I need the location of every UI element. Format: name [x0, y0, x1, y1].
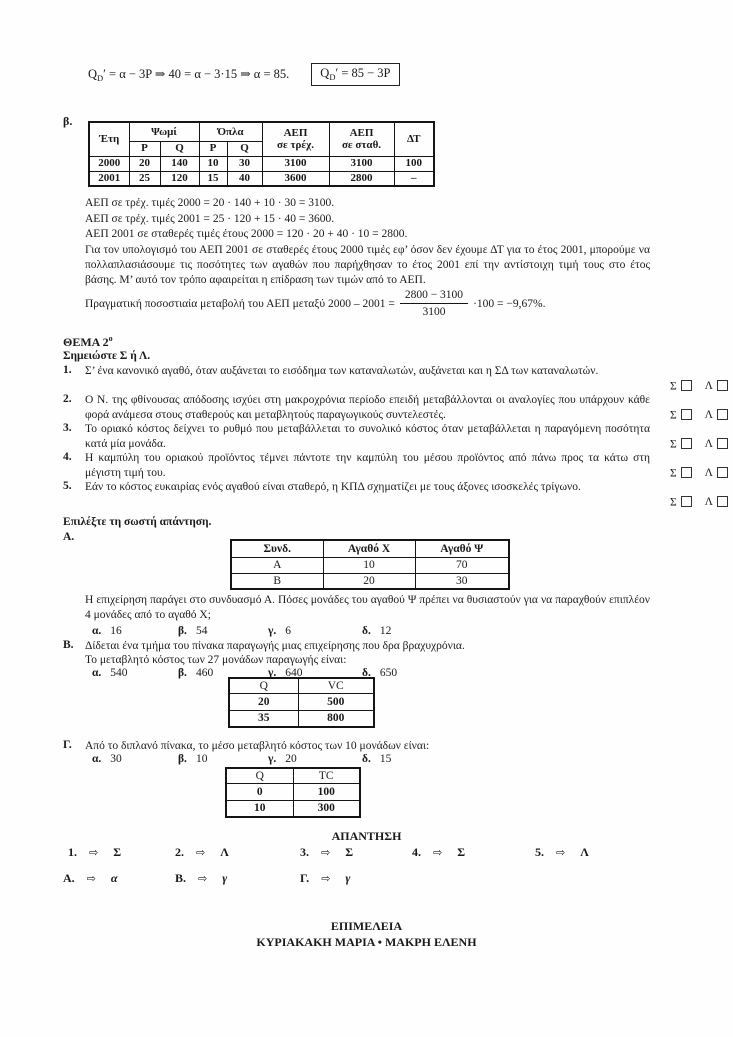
real-change-prefix: Πραγματική ποσοστιαία μεταβολή του ΑΕΠ μεταξύ 2000 – 2001 =: [85, 297, 395, 310]
part-b-line1: Δίδεται ένα τμήμα του πίνακα παραγωγής μιας επιχείρησης που δρα βραχυχρόνια.: [85, 640, 465, 652]
combination-table: [230, 539, 510, 590]
sigma-label: Σ: [669, 409, 677, 421]
table-cell: 3100: [262, 156, 329, 171]
sigma-label: Σ: [669, 467, 677, 479]
table-row: [229, 693, 374, 710]
lambda-checkbox: [717, 409, 728, 420]
answer-item: [175, 845, 229, 860]
option-value: 6: [285, 625, 292, 637]
formula-rest: ′ = 85 − 3P: [335, 66, 391, 80]
gdp-calculations: [85, 196, 407, 243]
sigma-lambda-group: [670, 496, 728, 509]
option-value: 650: [379, 667, 398, 679]
table-row: [89, 156, 434, 171]
table-cell: 20: [323, 573, 415, 589]
answer-item: [300, 871, 350, 886]
option-value: 640: [285, 667, 303, 679]
table-cell: 20: [229, 693, 298, 710]
sigma-lambda-group: [670, 467, 728, 480]
answer-value: Σ: [345, 845, 354, 859]
table-cell: 140: [160, 156, 199, 171]
table-cell: 500: [298, 693, 374, 710]
right-arrow-icon: ⇨: [321, 846, 331, 859]
table-row: [226, 783, 360, 800]
vc-table: [228, 677, 375, 728]
formula-rest: ′ = α − 3P ⇒ 40 = α − 3·15 ⇒ α = 85.: [103, 67, 290, 81]
answer-number: 3.: [300, 845, 309, 859]
table-cell: 800: [298, 710, 374, 727]
answer-number: Β.: [175, 871, 187, 885]
answer-number: 1.: [68, 845, 77, 859]
answer-item: [68, 845, 121, 860]
right-arrow-icon: ⇨: [556, 846, 566, 859]
sigma-label: Σ: [669, 496, 677, 508]
table-cell: Α: [231, 557, 323, 573]
item-number: 2.: [63, 393, 72, 405]
table-header-cell: ΔΤ: [394, 122, 434, 156]
part-b-label: Β.: [63, 639, 74, 651]
table-cell: 40: [227, 171, 262, 186]
table-header-cell: [329, 122, 394, 156]
lambda-label: Λ: [704, 380, 713, 392]
option-value: 15: [379, 753, 392, 765]
option-value: 20: [285, 753, 297, 765]
option-value: 12: [379, 625, 392, 637]
option-value: 540: [110, 667, 128, 679]
header-line: σε τρέχ.: [277, 139, 314, 152]
demand-formula-row: [88, 63, 400, 86]
sigma-checkbox: [681, 467, 692, 478]
table-row: [229, 678, 374, 693]
part-c-options: [63, 753, 683, 768]
table-cell: 70: [415, 557, 509, 573]
option-label: α.: [92, 667, 102, 679]
table-header-cell: Q: [229, 678, 298, 693]
table-header-cell: TC: [293, 768, 360, 783]
table-header-cell: Αγαθό Ψ: [415, 540, 509, 557]
answer-item: [175, 871, 227, 886]
lambda-checkbox: [717, 380, 728, 391]
lambda-label: Λ: [704, 409, 713, 421]
table-cell: 0: [226, 783, 293, 800]
option-b: [178, 667, 213, 679]
gdp-explanation-paragraph: Για τον υπολογισμό του ΑΕΠ 2001 σε σταθερές έτους 2000 τιμές εφ’ όσον δεν έχουμε ΔΤ για το έτος 2001, μπορούμε να πολλαπλασιάσουμε τις ποσότητες των αγαθών που παρήχθησαν το έτος 2001 επί την αντίστοιχη τιμή τους στο έτος βάσης. Μ’ αυτό τον τρόπο αφαιρείται η επίδραση των τιμών από το ΑΕΠ.: [85, 244, 650, 286]
table-cell: 30: [227, 156, 262, 171]
answer-number: 5.: [535, 845, 544, 859]
table-header-cell: Q: [226, 768, 293, 783]
tf-item-4: [63, 451, 728, 480]
header-line: ΑΕΠ: [283, 126, 308, 139]
answer-value: Σ: [113, 845, 122, 859]
table-header-cell: Q: [227, 141, 262, 156]
table-row: [231, 557, 509, 573]
table-cell: 10: [226, 800, 293, 817]
option-label: β.: [178, 625, 187, 637]
right-arrow-icon: ⇨: [86, 872, 96, 885]
formula-base: Q: [320, 66, 330, 80]
table-cell: 25: [129, 171, 160, 186]
sigma-label: Σ: [669, 380, 677, 392]
option-b: [178, 625, 207, 637]
tf-item-5: [63, 480, 728, 509]
right-arrow-icon: ⇨: [198, 872, 208, 885]
sigma-checkbox: [681, 380, 692, 391]
table-cell: 2001: [89, 171, 129, 186]
table-cell: 2800: [329, 171, 394, 186]
tf-item-3: [63, 422, 728, 451]
table-header-cell: VC: [298, 678, 374, 693]
part-c-label: Γ.: [63, 739, 72, 751]
theme2-title: [63, 334, 113, 350]
right-arrow-icon: ⇨: [433, 846, 443, 859]
real-change-suffix: ·100 = −9,67%.: [473, 297, 546, 310]
header-line: ΑΕΠ: [349, 126, 374, 139]
table-cell: 30: [415, 573, 509, 589]
option-d: [362, 625, 391, 637]
table-header-cell: P: [199, 141, 227, 156]
option-label: δ.: [362, 667, 371, 679]
option-a: [92, 753, 122, 765]
sigma-lambda-group: [670, 409, 728, 422]
table-cell: –: [394, 171, 434, 186]
table-row: [226, 768, 360, 783]
answer-number: 4.: [412, 845, 421, 859]
item-text: Ο Ν. της φθίνουσας απόδοσης ισχύει στη μακροχρόνια περίοδο επειδή μεταβάλλονται οι αναλογίες που υπάρχουν κάθε φορά ανάμεσα στους σταθερούς και μεταβλητούς παραγωγικούς συντελεστές.: [85, 394, 650, 421]
option-a: [92, 667, 128, 679]
lambda-label: Λ: [704, 496, 713, 508]
item-number: 4.: [63, 451, 72, 463]
calc-line: ΑΕΠ σε τρέχ. τιμές 2001 = 25 · 120 + 15 · 40 = 3600.: [85, 212, 335, 225]
tf-item-1: [63, 364, 728, 393]
theme2-title-text: ΘΕΜΑ 2: [63, 335, 109, 349]
table-cell: 10: [199, 156, 227, 171]
table-header-cell: Συνδ.: [231, 540, 323, 557]
table-header-cell: Ψωμί: [129, 122, 199, 141]
section-b-label: β.: [63, 114, 73, 128]
answer-number: Α.: [63, 871, 75, 885]
table-row: [229, 710, 374, 727]
answer-item: [535, 845, 589, 860]
table-header-cell: Αγαθό Χ: [323, 540, 415, 557]
fraction-numerator: 2800 − 3100: [400, 288, 468, 304]
table-header-cell: Έτη: [89, 122, 129, 156]
part-a-options: [63, 625, 683, 640]
real-change-line: [85, 288, 545, 319]
option-label: β.: [178, 753, 187, 765]
option-value: 16: [110, 625, 122, 637]
answer-row-1: [0, 845, 733, 861]
answer-row-2: [0, 871, 733, 887]
item-text: Εάν το κόστος ευκαιρίας ενός αγαθού είναι σταθερό, η ΚΠΔ σχηματίζει με τους άξονες ισοσκελές τρίγωνο.: [85, 481, 581, 493]
table-row: [226, 800, 360, 817]
lambda-checkbox: [717, 467, 728, 478]
table-header-cell: Όπλα: [199, 122, 262, 141]
answer-value: γ: [345, 871, 351, 885]
table-cell: 120: [160, 171, 199, 186]
answer-item: [63, 871, 118, 886]
calc-line: ΑΕΠ σε τρέχ. τιμές 2000 = 20 · 140 + 10 · 30 = 3100.: [85, 197, 335, 209]
table-cell: 300: [293, 800, 360, 817]
formula-subscript: D: [97, 73, 104, 83]
option-label: δ.: [362, 753, 371, 765]
tf-item-2: [63, 393, 728, 422]
table-header-cell: P: [129, 141, 160, 156]
theme2-title-superscript: ο: [108, 334, 113, 343]
right-arrow-icon: ⇨: [321, 872, 331, 885]
table-cell: 35: [229, 710, 298, 727]
option-value: 460: [195, 667, 214, 679]
sigma-label: Σ: [669, 438, 677, 450]
option-d: [362, 753, 391, 765]
right-arrow-icon: ⇨: [89, 846, 99, 859]
credits-title: ΕΠΙΜΕΛΕΙΑ: [330, 919, 403, 933]
theme2-subtitle: Σημειώστε Σ ή Λ.: [63, 350, 151, 362]
tc-table: [225, 767, 361, 818]
item-number: 1.: [63, 364, 72, 376]
table-row: [231, 540, 509, 557]
option-c: [268, 625, 291, 637]
gdp-table: [88, 121, 435, 187]
answer-value: Σ: [457, 845, 466, 859]
part-b-line2: Το μεταβλητό κόστος των 27 μονάδων παραγωγής είναι:: [85, 654, 347, 666]
table-cell: 20: [129, 156, 160, 171]
choose-title: Επιλέξτε τη σωστή απάντηση.: [63, 516, 212, 528]
option-c: [268, 753, 297, 765]
option-a: [92, 625, 122, 637]
sigma-lambda-group: [670, 438, 728, 451]
answer-value: Λ: [580, 845, 589, 859]
option-label: β.: [178, 667, 187, 679]
lambda-label: Λ: [704, 467, 713, 479]
item-number: 3.: [63, 422, 72, 434]
answer-value: γ: [222, 871, 228, 885]
answer-number: 2.: [175, 845, 184, 859]
credits-names: ΚΥΡΙΑΚΑΚΗ ΜΑΡΙΑ • ΜΑΚΡΗ ΕΛΕΝΗ: [256, 935, 477, 949]
answer-item: [300, 845, 353, 860]
lambda-checkbox: [717, 496, 728, 507]
header-line: σε σταθ.: [341, 139, 382, 152]
option-label: δ.: [362, 625, 371, 637]
fraction: [400, 288, 468, 319]
table-cell: 100: [293, 783, 360, 800]
demand-derivation-formula: [88, 66, 289, 83]
option-value: 54: [195, 625, 208, 637]
option-b: [178, 753, 207, 765]
table-cell: 3100: [329, 156, 394, 171]
option-value: 10: [195, 753, 208, 765]
answer-item: [412, 845, 465, 860]
lambda-label: Λ: [704, 438, 713, 450]
item-text: Το οριακό κόστος δείχνει το ρυθμό που μεταβάλλεται το συνολικό κόστος όταν μεταβάλλεται η παραγόμενη ποσότητα κατά μία μονάδα.: [85, 423, 650, 450]
table-cell: 10: [323, 557, 415, 573]
table-cell: 3600: [262, 171, 329, 186]
boxed-demand-formula: [311, 63, 399, 86]
option-label: γ.: [268, 625, 277, 637]
sigma-checkbox: [681, 409, 692, 420]
calc-line: ΑΕΠ 2001 σε σταθερές τιμές έτους 2000 = 120 · 20 + 40 · 10 = 2800.: [85, 228, 408, 240]
item-number: 5.: [63, 480, 72, 492]
item-text: Σ’ ένα κανονικό αγαθό, όταν αυξάνεται το εισόδημα των καταναλωτών, αυξάνεται και η ΣΔ των καταναλωτών.: [85, 365, 599, 377]
fraction-denominator: 3100: [422, 306, 446, 318]
part-c-line1: Από το διπλανό πίνακα, το μέσο μεταβλητό κόστος των 10 μονάδων είναι:: [85, 740, 430, 752]
option-label: α.: [92, 753, 102, 765]
table-header-cell: [262, 122, 329, 156]
table-row: [231, 573, 509, 589]
option-label: α.: [92, 625, 102, 637]
answer-value: α: [110, 871, 118, 885]
right-arrow-icon: ⇨: [196, 846, 206, 859]
table-header-cell: Q: [160, 141, 199, 156]
answer-value: Λ: [220, 845, 229, 859]
option-label: γ.: [268, 753, 277, 765]
table-cell: 100: [394, 156, 434, 171]
formula-subscript: D: [329, 72, 336, 82]
sigma-checkbox: [681, 496, 692, 507]
table-cell: 15: [199, 171, 227, 186]
lambda-checkbox: [717, 438, 728, 449]
part-a-question: Η επιχείρηση παράγει στο συνδυασμό Α. Πόσες μονάδες του αγαθού Ψ πρέπει να θυσιαστούν για να παραχθούν επιπλέον 4 μονάδες από το αγαθό Χ;: [85, 594, 650, 621]
answer-number: Γ.: [300, 871, 310, 885]
item-text: Η καμπύλη του οριακού προϊόντος τέμνει πάντοτε την καμπύλη του μέσου προϊόντος από πάνω προς τα κάτω στη μέγιστη τιμή του.: [85, 452, 650, 479]
part-a-label: Α.: [63, 531, 75, 543]
formula-base: Q: [88, 67, 98, 81]
option-label: γ.: [268, 667, 277, 679]
option-value: 30: [110, 753, 122, 765]
answer-title: ΑΠΑΝΤΗΣΗ: [331, 829, 402, 843]
table-cell: Β: [231, 573, 323, 589]
table-cell: 2000: [89, 156, 129, 171]
sigma-checkbox: [681, 438, 692, 449]
sigma-lambda-group: [670, 380, 728, 393]
table-row: [89, 171, 434, 186]
